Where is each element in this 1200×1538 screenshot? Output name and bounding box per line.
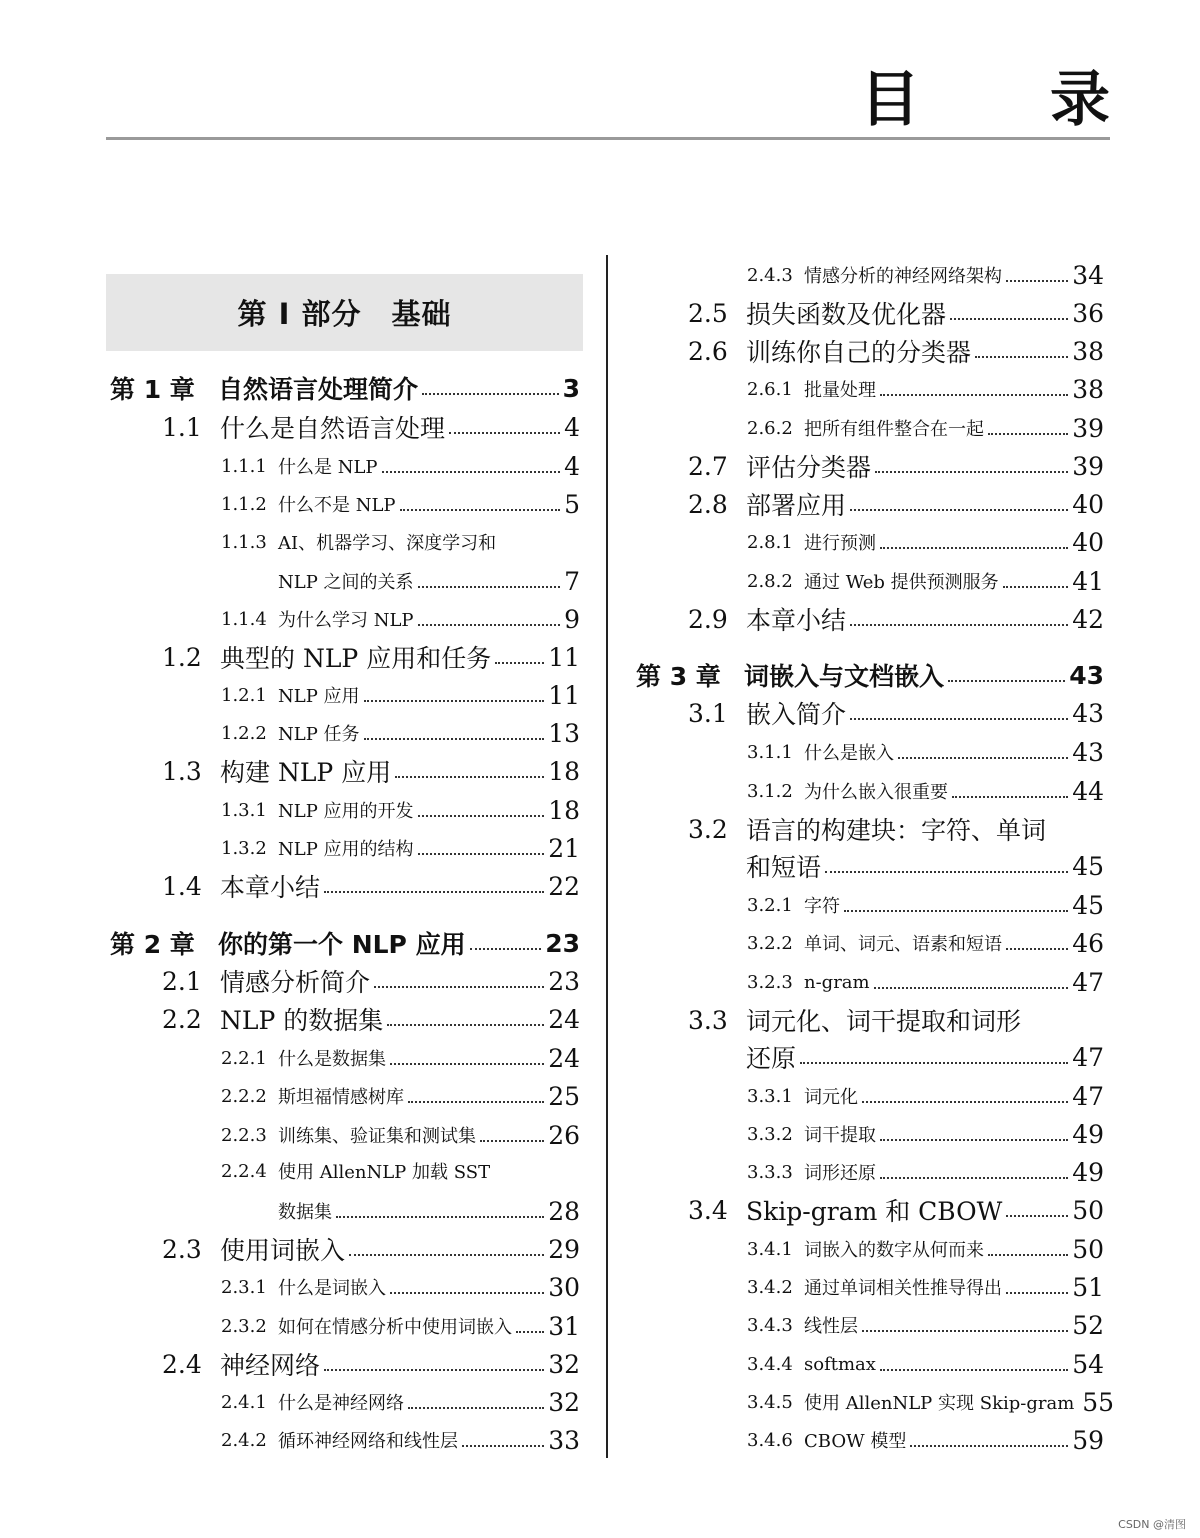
toc-entry[interactable] (632, 810, 1104, 848)
page-title-char-1: 目 (860, 65, 920, 135)
toc-entry-title: 神经网络 (220, 1351, 321, 1380)
toc-entry[interactable] (632, 1191, 1104, 1229)
toc-entry-page: 39 (1072, 451, 1104, 481)
toc-entry[interactable] (106, 1192, 580, 1230)
dot-leader (324, 891, 544, 893)
toc-entry-page: 41 (1072, 566, 1104, 596)
dot-leader (800, 1062, 1068, 1064)
toc-entry-page: 22 (548, 871, 580, 901)
toc-entry-page: 45 (1072, 851, 1104, 881)
toc-entry-number: 1.3.1 (221, 799, 267, 821)
part-name: 基础 (391, 297, 452, 331)
dot-leader (418, 815, 545, 817)
toc-entry[interactable] (106, 714, 580, 752)
toc-entry-title: 进行预测 (804, 533, 876, 554)
page-title (860, 52, 1110, 138)
toc-entry-title: 什么是数据集 (278, 1049, 386, 1070)
toc-entry-title: NLP 的数据集 (220, 1006, 384, 1035)
toc-entry-title: NLP 之间的关系 (278, 572, 414, 593)
page-title-char-2: 录 (1050, 65, 1110, 135)
toc-entry-title: NLP 应用 (278, 686, 360, 707)
toc-entry-title: 还原 (746, 1044, 797, 1073)
toc-entry[interactable] (632, 447, 1104, 485)
toc-entry[interactable] (632, 963, 1104, 1001)
dot-leader (418, 853, 545, 855)
toc-entry[interactable] (106, 600, 580, 638)
toc-entry[interactable] (106, 485, 580, 523)
toc-entry-page: 43 (1072, 698, 1104, 728)
toc-entry[interactable] (106, 1152, 580, 1190)
toc-entry-number: 第 1 章 (110, 375, 195, 404)
toc-entry-number: 3.2.3 (747, 971, 793, 993)
toc-entry-title: 情感分析的神经网络架构 (804, 266, 1002, 287)
toc-entry[interactable] (106, 1268, 580, 1306)
dot-leader (952, 796, 1068, 798)
toc-entry[interactable] (106, 1345, 580, 1383)
toc-entry-title: 部署应用 (746, 491, 847, 520)
dot-leader (390, 1292, 544, 1294)
toc-entry-title: 线性层 (804, 1316, 858, 1337)
toc-entry-number: 2.8.1 (747, 531, 793, 553)
dot-leader (1006, 1292, 1068, 1294)
dot-leader (462, 1445, 544, 1447)
toc-entry-number: 3.4.2 (747, 1276, 793, 1298)
toc-entry-page: 50 (1072, 1195, 1104, 1225)
dot-leader (364, 738, 545, 740)
toc-entry[interactable] (106, 1307, 580, 1345)
toc-entry-title: 斯坦福情感树库 (278, 1087, 404, 1108)
dot-leader (880, 1177, 1068, 1179)
toc-entry-title: 训练你自己的分类器 (746, 338, 972, 367)
toc-entry[interactable] (106, 676, 580, 714)
toc-entry-title: 损失函数及优化器 (746, 300, 947, 329)
toc-entry[interactable] (632, 562, 1104, 600)
toc-entry-title: 典型的 NLP 应用和任务 (220, 644, 492, 673)
toc-entry-number: 3.4.3 (747, 1314, 793, 1336)
toc-entry[interactable] (632, 1038, 1104, 1076)
toc-entry-title: 使用词嵌入 (220, 1236, 346, 1265)
toc-entry-page: 43 (1069, 660, 1104, 690)
toc-entry-page: 24 (548, 1004, 580, 1034)
toc-entry-page: 30 (548, 1272, 580, 1302)
dot-leader (988, 433, 1068, 435)
dot-leader (382, 471, 561, 473)
toc-entry-page: 29 (548, 1234, 580, 1264)
toc-entry-page: 31 (548, 1311, 580, 1341)
toc-entry-number: 3.3.1 (747, 1085, 793, 1107)
toc-entry[interactable] (632, 1077, 1104, 1115)
toc-entry-number: 3.1 (688, 698, 728, 728)
toc-entry-page: 23 (545, 928, 580, 958)
toc-entry-page: 3 (562, 373, 580, 403)
toc-entry[interactable] (106, 562, 580, 600)
toc-entry-title: 语言的构建块：字符、单词 (746, 816, 1047, 845)
toc-entry-title: 单词、词元、语素和短语 (804, 934, 1002, 955)
toc-entry-title: 本章小结 (220, 873, 321, 902)
toc-entry[interactable] (632, 1115, 1104, 1153)
toc-entry-title: 词干提取 (804, 1125, 876, 1146)
toc-entry[interactable] (632, 1153, 1104, 1191)
toc-entry-title: 使用 AllenNLP 加载 SST (278, 1162, 491, 1183)
toc-entry[interactable] (632, 1383, 1115, 1421)
dot-leader (324, 1369, 544, 1371)
toc-entry-number: 3.4.4 (747, 1353, 793, 1375)
dot-leader (470, 948, 542, 950)
toc-entry-title: 什么不是 NLP (278, 495, 396, 516)
toc-entry[interactable] (106, 523, 580, 561)
toc-entry-page: 40 (1072, 489, 1104, 519)
toc-entry-page: 38 (1072, 374, 1104, 404)
dot-leader (850, 624, 1068, 626)
dot-leader (422, 393, 559, 395)
toc-entry-number: 1.2 (162, 642, 202, 672)
dot-leader (880, 394, 1068, 396)
toc-entry-page: 34 (1072, 260, 1104, 290)
dot-leader (516, 1331, 544, 1333)
dot-leader (349, 1254, 544, 1256)
watermark: CSDN @清图 (1118, 1518, 1186, 1531)
toc-entry-page: 52 (1072, 1310, 1104, 1340)
dot-leader (880, 1369, 1068, 1371)
toc-entry[interactable] (106, 1077, 580, 1115)
toc-entry-page: 13 (548, 718, 580, 748)
toc-entry-title: 为什么嵌入很重要 (804, 782, 948, 803)
toc-entry[interactable] (106, 962, 580, 1000)
toc-entry[interactable] (106, 1421, 580, 1459)
toc-entry-title: 词元化、词干提取和词形 (746, 1007, 1022, 1036)
toc-entry-number: 2.6 (688, 336, 728, 366)
toc-entry-number: 1.2.2 (221, 722, 267, 744)
toc-entry-title: 词元化 (804, 1087, 858, 1108)
toc-entry[interactable] (106, 1116, 580, 1154)
toc-entry[interactable] (632, 847, 1104, 885)
toc-entry-number: 1.2.1 (221, 684, 267, 706)
toc-entry[interactable] (632, 1345, 1104, 1383)
toc-entry-number: 2.1 (162, 966, 202, 996)
toc-entry-page: 39 (1072, 413, 1104, 443)
toc-entry-page: 7 (564, 566, 580, 596)
toc-entry-title: 使用 AllenNLP 实现 Skip-gram (804, 1393, 1075, 1414)
toc-entry[interactable] (106, 447, 580, 485)
dot-leader (336, 1216, 544, 1218)
toc-entry-title: 情感分析简介 (220, 968, 371, 997)
toc-entry-title: 什么是自然语言处理 (220, 414, 446, 443)
toc-entry-title: n-gram (804, 971, 870, 993)
dot-leader (400, 509, 561, 511)
toc-entry[interactable] (106, 638, 580, 676)
dot-leader (862, 1101, 1068, 1103)
toc-entry-number: 2.8 (688, 489, 728, 519)
toc-entry-title: 本章小结 (746, 606, 847, 635)
toc-entry-number: 3.1.1 (747, 741, 793, 763)
toc-entry-title: 训练集、验证集和测试集 (278, 1126, 476, 1147)
toc-entry-page: 47 (1072, 1042, 1104, 1072)
toc-entry-page: 47 (1072, 1081, 1104, 1111)
dot-leader (1003, 586, 1069, 588)
toc-entry-number: 2.5 (688, 298, 728, 328)
toc-entry[interactable] (632, 1230, 1104, 1268)
dot-leader (495, 662, 544, 664)
toc-entry-title: 自然语言处理简介 (218, 375, 419, 404)
dot-leader (948, 680, 1065, 682)
toc-entry-page: 5 (564, 489, 580, 519)
toc-entry-number: 3.4.1 (747, 1238, 793, 1260)
toc-entry-title: 词形还原 (804, 1163, 876, 1184)
toc-entry-title: 嵌入简介 (746, 700, 847, 729)
toc-entry-title: 词嵌入的数字从何而来 (804, 1240, 984, 1261)
toc-entry-number: 2.9 (688, 604, 728, 634)
toc-entry[interactable] (632, 523, 1104, 561)
toc-entry-page: 43 (1072, 737, 1104, 767)
toc-entry-title: NLP 任务 (278, 724, 360, 745)
toc-entry-number: 2.4.1 (221, 1391, 267, 1413)
dot-leader (408, 1101, 544, 1103)
toc-entry-title: NLP 应用的开发 (278, 801, 414, 822)
dot-leader (844, 910, 1068, 912)
toc-entry[interactable] (632, 409, 1104, 447)
toc-entry-number: 3.2 (688, 814, 728, 844)
dot-leader (875, 471, 1068, 473)
dot-leader (880, 1139, 1068, 1141)
toc-entry-title: CBOW 模型 (804, 1431, 907, 1452)
toc-entry-title: 构建 NLP 应用 (220, 758, 392, 787)
dot-leader (480, 1140, 544, 1142)
toc-entry-number: 2.2.3 (221, 1124, 267, 1146)
toc-entry-title: 把所有组件整合在一起 (804, 419, 984, 440)
dot-leader (988, 1254, 1068, 1256)
toc-entry-number: 2.2.4 (221, 1160, 267, 1182)
toc-entry-page: 33 (548, 1425, 580, 1455)
toc-entry-title: Skip-gram 和 CBOW (746, 1197, 1003, 1226)
toc-entry-page: 18 (548, 795, 580, 825)
toc-entry-title: softmax (804, 1353, 876, 1375)
toc-entry[interactable] (632, 332, 1104, 370)
toc-entry-number: 3.2.2 (747, 932, 793, 954)
toc-entry-number: 2.4.2 (221, 1429, 267, 1451)
toc-entry-page: 49 (1072, 1119, 1104, 1149)
dot-leader (390, 1063, 544, 1065)
toc-entry-title: 如何在情感分析中使用词嵌入 (278, 1317, 512, 1338)
dot-leader (418, 586, 561, 588)
toc-entry[interactable] (106, 408, 580, 446)
toc-entry-page: 38 (1072, 336, 1104, 366)
toc-entry-page: 42 (1072, 604, 1104, 634)
toc-entry[interactable] (632, 656, 1104, 694)
toc-entry[interactable] (632, 772, 1104, 810)
dot-leader (910, 1445, 1068, 1447)
toc-entry[interactable] (632, 886, 1104, 924)
toc-entry[interactable] (632, 294, 1104, 332)
toc-entry[interactable] (106, 924, 580, 962)
dot-leader (1006, 280, 1068, 282)
toc-entry-number: 2.3.1 (221, 1276, 267, 1298)
toc-entry-title: 数据集 (278, 1202, 332, 1223)
dot-leader (395, 776, 544, 778)
toc-entry-number: 1.3 (162, 756, 202, 786)
toc-entry[interactable] (106, 1000, 580, 1038)
toc-entry-page: 40 (1072, 527, 1104, 557)
toc-entry[interactable] (106, 1383, 580, 1421)
toc-entry-title: 词嵌入与文档嵌入 (744, 662, 945, 691)
toc-entry-title: 评估分类器 (746, 453, 872, 482)
toc-entry-page: 50 (1072, 1234, 1104, 1264)
toc-entry-number: 2.4 (162, 1349, 202, 1379)
toc-entry-page: 46 (1072, 928, 1104, 958)
dot-leader (850, 718, 1068, 720)
toc-entry[interactable] (632, 256, 1104, 294)
dot-leader (1006, 948, 1068, 950)
dot-leader (387, 1024, 544, 1026)
toc-entry-page: 28 (548, 1196, 580, 1226)
toc-entry-number: 3.4.6 (747, 1429, 793, 1451)
dot-leader (374, 986, 544, 988)
toc-entry[interactable] (632, 1306, 1104, 1344)
toc-entry-page: 18 (548, 756, 580, 786)
toc-entry-page: 51 (1072, 1272, 1104, 1302)
dot-leader (850, 509, 1068, 511)
toc-entry-title: 什么是 NLP (278, 457, 378, 478)
toc-entry-page: 59 (1072, 1425, 1104, 1455)
dot-leader (950, 318, 1068, 320)
dot-leader (975, 356, 1068, 358)
toc-entry-number: 1.1.4 (221, 608, 267, 630)
toc-entry-page: 32 (548, 1349, 580, 1379)
toc-entry-title: 循环神经网络和线性层 (278, 1431, 458, 1452)
toc-entry-number: 1.3.2 (221, 837, 267, 859)
toc-entry-page: 11 (548, 680, 580, 710)
toc-entry-title: 批量处理 (804, 380, 876, 401)
toc-entry-number: 1.4 (162, 871, 202, 901)
toc-entry-number: 3.4.5 (747, 1391, 793, 1413)
toc-entry-number: 1.1 (162, 412, 202, 442)
toc-entry-number: 2.8.2 (747, 570, 793, 592)
part-heading (106, 274, 583, 351)
toc-entry-number: 3.2.1 (747, 894, 793, 916)
toc-entry-number: 2.2.1 (221, 1047, 267, 1069)
dot-leader (862, 1330, 1068, 1332)
toc-entry[interactable] (106, 1039, 580, 1077)
toc-entry-page: 4 (564, 451, 580, 481)
toc-entry-page: 21 (548, 833, 580, 863)
toc-entry-number: 第 2 章 (110, 930, 195, 959)
toc-entry[interactable] (632, 1421, 1104, 1459)
toc-entry-number: 2.3.2 (221, 1315, 267, 1337)
toc-entry-title: 你的第一个 NLP 应用 (218, 930, 466, 959)
toc-entry-number: 3.4 (688, 1195, 728, 1225)
toc-entry[interactable] (632, 1268, 1104, 1306)
toc-entry-title: 字符 (804, 896, 840, 917)
toc-entry-title: 为什么学习 NLP (278, 610, 414, 631)
toc-entry[interactable] (106, 752, 580, 790)
toc-entry[interactable] (632, 370, 1104, 408)
dot-leader (898, 757, 1068, 759)
toc-entry-title: AI、机器学习、深度学习和 (278, 533, 497, 554)
toc-entry-page: 44 (1072, 776, 1104, 806)
toc-entry-page: 4 (564, 412, 580, 442)
toc-entry-number: 1.1.3 (221, 531, 267, 553)
toc-entry-page: 23 (548, 966, 580, 996)
dot-leader (880, 547, 1068, 549)
toc-entry-page: 24 (548, 1043, 580, 1073)
dot-leader (408, 1407, 544, 1409)
toc-entry-number: 1.1.2 (221, 493, 267, 515)
toc-entry-title: NLP 应用的结构 (278, 839, 414, 860)
toc-entry-page: 11 (548, 642, 580, 672)
part-label: 第 Ⅰ 部分 (237, 297, 362, 331)
toc-entry-number: 2.3 (162, 1234, 202, 1264)
toc-entry[interactable] (632, 924, 1104, 962)
column-divider (606, 255, 608, 1458)
toc-entry-page: 32 (548, 1387, 580, 1417)
toc-entry-page: 25 (548, 1081, 580, 1111)
toc-entry[interactable] (106, 791, 580, 829)
toc-entry-number: 2.7 (688, 451, 728, 481)
toc-entry-title: 什么是神经网络 (278, 1393, 404, 1414)
toc-entry[interactable] (106, 829, 580, 867)
toc-entry-page: 54 (1072, 1349, 1104, 1379)
toc-entry-page: 26 (548, 1120, 580, 1150)
toc-entry[interactable] (106, 369, 580, 407)
toc-entry-number: 2.2.2 (221, 1085, 267, 1107)
toc-entry[interactable] (106, 1230, 580, 1268)
toc-entry-number: 2.2 (162, 1004, 202, 1034)
toc-entry-number: 第 3 章 (636, 662, 721, 691)
toc-entry[interactable] (632, 600, 1104, 638)
dot-leader (874, 987, 1069, 989)
toc-entry-title: 和短语 (746, 853, 822, 882)
title-rule (106, 137, 1110, 140)
toc-entry[interactable] (632, 1001, 1104, 1039)
toc-entry-page: 49 (1072, 1157, 1104, 1187)
toc-entry-number: 2.4.3 (747, 264, 793, 286)
dot-leader (449, 432, 560, 434)
toc-entry-number: 1.1.1 (221, 455, 267, 477)
dot-leader (1006, 1215, 1068, 1217)
dot-leader (418, 624, 561, 626)
toc-entry-number: 3.1.2 (747, 780, 793, 802)
toc-entry-number: 3.3.2 (747, 1123, 793, 1145)
toc-entry[interactable] (632, 694, 1104, 732)
toc-entry-title: 什么是词嵌入 (278, 1278, 386, 1299)
toc-entry-page: 45 (1072, 890, 1104, 920)
toc-entry[interactable] (632, 485, 1104, 523)
toc-entry-number: 2.6.1 (747, 378, 793, 400)
toc-entry-number: 3.3.3 (747, 1161, 793, 1183)
dot-leader (364, 700, 545, 702)
toc-entry-title: 通过单词相关性推导得出 (804, 1278, 1002, 1299)
dot-leader (825, 871, 1068, 873)
toc-entry-number: 3.3 (688, 1005, 728, 1035)
toc-entry[interactable] (632, 733, 1104, 771)
toc-entry-title: 通过 Web 提供预测服务 (804, 572, 999, 593)
toc-entry-page: 55 (1082, 1387, 1115, 1417)
toc-entry[interactable] (106, 867, 580, 905)
toc-entry-title: 什么是嵌入 (804, 743, 894, 764)
toc-entry-page: 36 (1072, 298, 1104, 328)
toc-entry-page: 9 (564, 604, 580, 634)
toc-entry-number: 2.6.2 (747, 417, 793, 439)
toc-entry-page: 47 (1072, 967, 1104, 997)
